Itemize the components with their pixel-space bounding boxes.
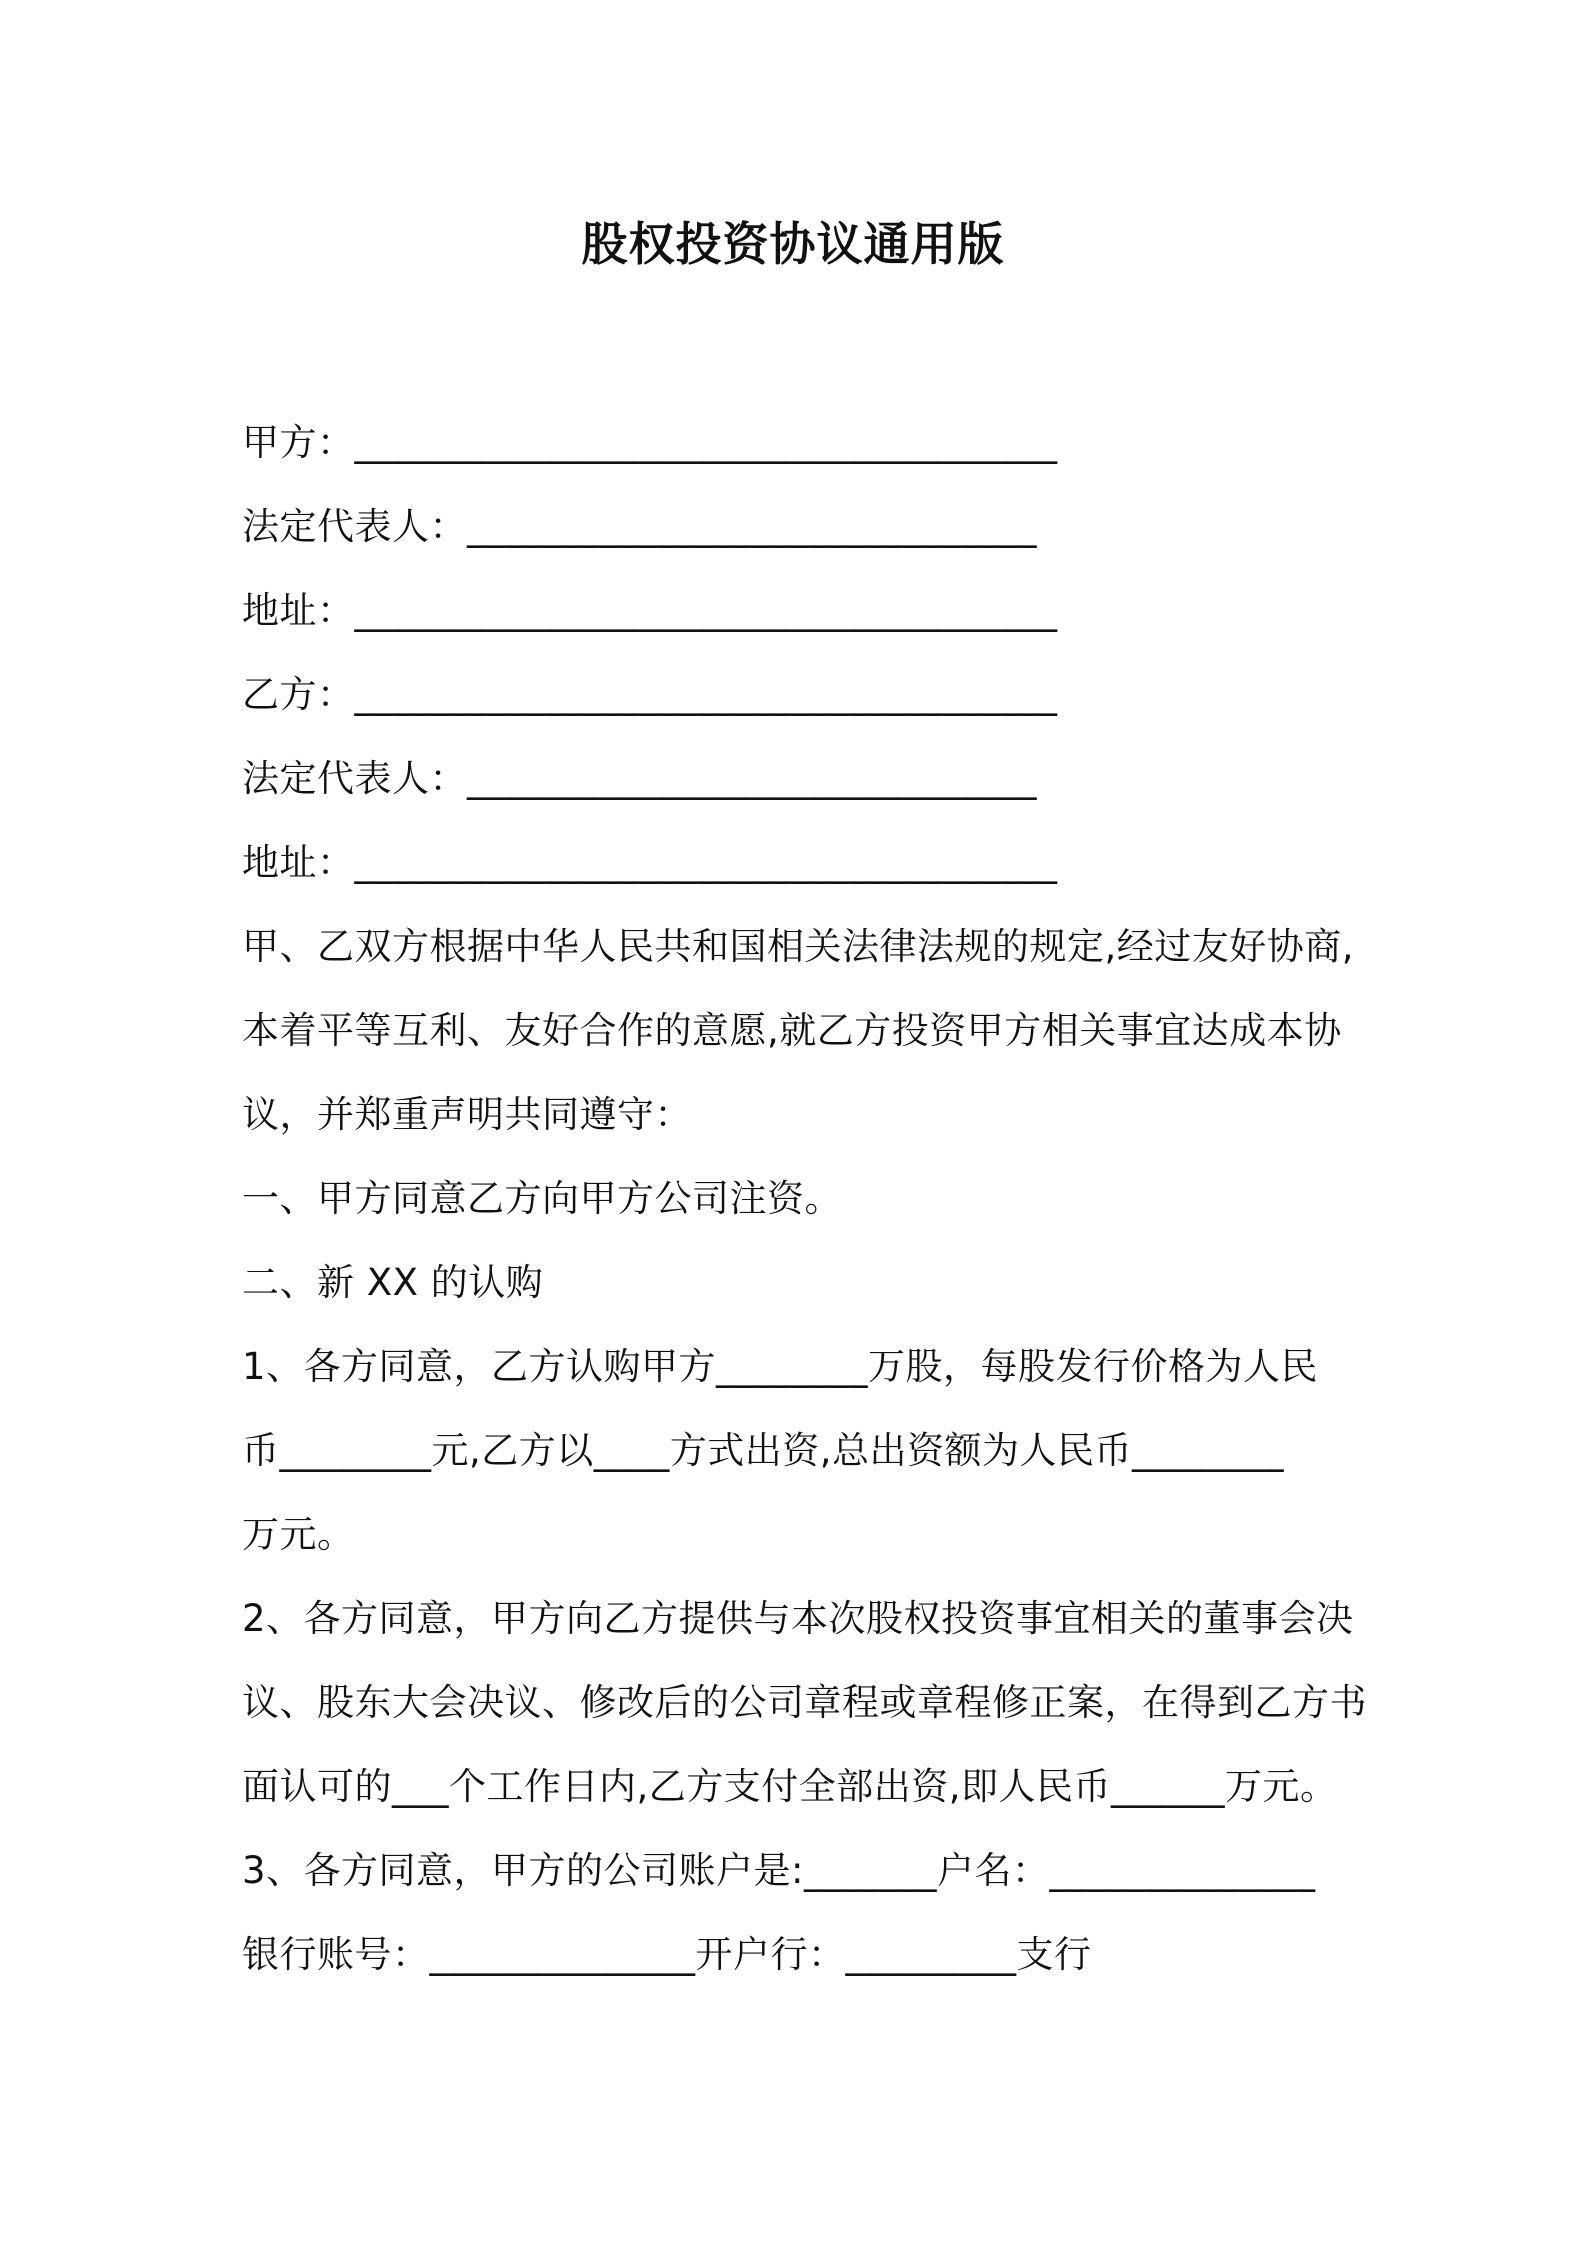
clause-2-2-line-2: 议、股东大会决议、修改后的公司章程或章程修正案，在得到乙方书 [242, 1681, 1367, 1724]
preamble-line-1: 甲、乙双方根据中华人民共和国相关法律法规的规定,经过友好协商, [242, 925, 1355, 968]
preamble-line-2: 本着平等互利、友好合作的意愿,就乙方投资甲方相关事宜达成本协 [242, 1009, 1342, 1052]
clause-2-heading: 二、新 XX 的认购 [242, 1261, 544, 1304]
preamble-line-3: 议，并郑重声明共同遵守： [242, 1093, 692, 1136]
party-b-representative-line: 法定代表人：______________________________ [242, 757, 1037, 800]
clause-1-heading: 一、甲方同意乙方向甲方公司注资。 [242, 1177, 842, 1220]
clause-2-1-line-3: 万元。 [242, 1513, 355, 1556]
clause-2-3-line-1: 3、各方同意，甲方的公司账户是:_______户名：______________ [242, 1849, 1316, 1892]
clause-2-2-line-1: 2、各方同意，甲方向乙方提供与本次股权投资事宜相关的董事会决 [242, 1597, 1354, 1640]
party-b-address-line: 地址：_____________________________________ [242, 841, 1058, 884]
party-a-address-line: 地址：_____________________________________ [242, 589, 1058, 632]
party-a-line: 甲方：_____________________________________ [242, 421, 1058, 464]
clause-2-1-line-1: 1、各方同意，乙方认购甲方________万股，每股发行价格为人民 [242, 1345, 1319, 1388]
clause-2-3-line-2: 银行账号：______________开户行：_________支行 [242, 1933, 1092, 1976]
clause-2-2-line-3: 面认可的___个工作日内,乙方支付全部出资,即人民币______万元。 [242, 1765, 1338, 1808]
party-b-line: 乙方：_____________________________________ [242, 673, 1058, 716]
document-title: 股权投资协议通用版 [581, 217, 1005, 271]
clause-2-1-line-2: 币________元,乙方以____方式出资,总出资额为人民币________ [242, 1429, 1285, 1472]
party-a-representative-line: 法定代表人：______________________________ [242, 505, 1037, 548]
